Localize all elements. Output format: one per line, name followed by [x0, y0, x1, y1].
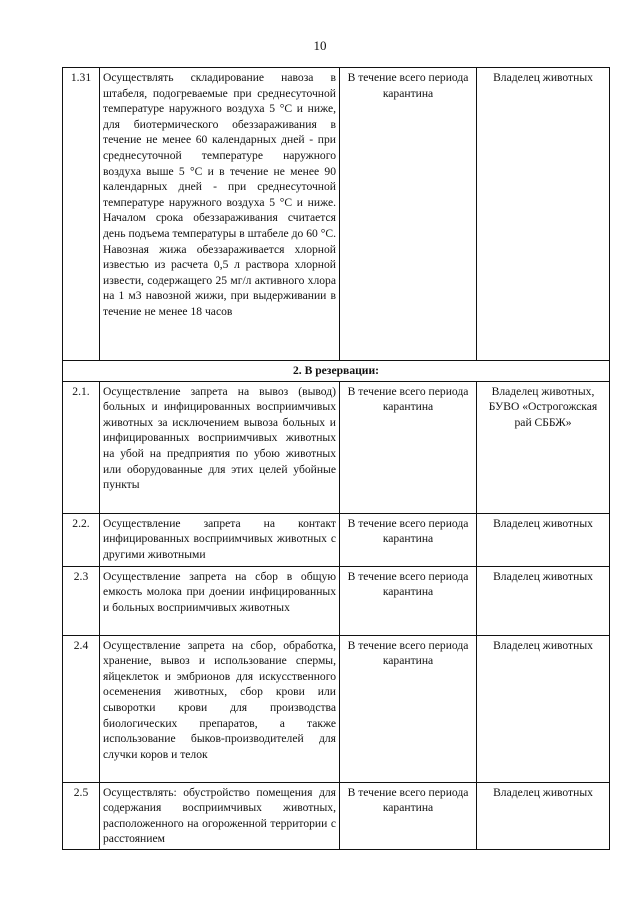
measure-responsible: Владелец животных — [477, 635, 610, 782]
measure-responsible: Владелец животных — [477, 566, 610, 635]
page-number: 10 — [313, 38, 327, 53]
measure-text: Осуществление запрета на сбор, обработка, хранение, вывоз и использование спермы, яйцеклеток и эмбрионов для искусственного осеменения животных, сбор крови или сыворотки крови для производства биологических препаратов, а также использование быков-производителей для случки коров и телок — [100, 635, 340, 782]
table-row — [63, 68, 610, 361]
table-row — [63, 782, 610, 849]
table-row — [63, 513, 610, 566]
row-number: 2.4 — [63, 635, 100, 782]
measure-term: В течение всего периода карантина — [340, 566, 477, 635]
section-title: 2. В резервации: — [63, 361, 610, 382]
measure-responsible: Владелец животных — [477, 513, 610, 566]
measure-responsible: Владелец животных, БУВО «Острогожская рай СББЖ» — [477, 381, 610, 513]
row-number: 2.2. — [63, 513, 100, 566]
row-number: 2.5 — [63, 782, 100, 849]
measure-text: Осуществлять складирование навоза в штабеля, подогреваемые при среднесуточной температуре наружного воздуха 5 °С и ниже, для биотермического обеззараживания в течение не менее 60 календарных дней - при среднесуточной температуре наружного воздуха выше 5 °С и в течение не менее 90 календарных дней - при среднесуточной температуре наружного воздуха 5 °С и ниже. Началом срока обеззараживания считается день подъема температуры в штабеле до 60 °С. Навозная жижа обеззараживается хлорной известью из расчета 0,5 л раствора хлорной извести, содержащего 25 мг/л активного хлора на 1 м3 навозной жижи, при выдерживании в течение не менее 18 часов — [100, 68, 340, 361]
measure-responsible: Владелец животных — [477, 782, 610, 849]
measure-term: В течение всего периода карантина — [340, 68, 477, 361]
measure-text: Осуществление запрета на контакт инфицированных восприимчивых животных с другими животными — [100, 513, 340, 566]
measures-table — [62, 67, 610, 850]
measure-term: В течение всего периода карантина — [340, 782, 477, 849]
measure-term: В течение всего периода карантина — [340, 513, 477, 566]
table-row — [63, 381, 610, 513]
measure-responsible: Владелец животных — [477, 68, 610, 361]
table-row — [63, 566, 610, 635]
measure-term: В течение всего периода карантина — [340, 635, 477, 782]
row-number: 2.3 — [63, 566, 100, 635]
row-number: 1.31 — [63, 68, 100, 361]
row-number: 2.1. — [63, 381, 100, 513]
measure-text: Осуществление запрета на вывоз (вывод) больных и инфицированных восприимчивых животных за исключением вывоза больных и инфицированных восприимчивых животных на убой на предприятия по убою животных или оборудованные для этих целей убойные пункты — [100, 381, 340, 513]
measure-text: Осуществлять: обустройство помещения для содержания восприимчивых животных, расположенного на огороженной территории с расстоянием — [100, 782, 340, 849]
measure-term: В течение всего периода карантина — [340, 381, 477, 513]
measure-text: Осуществление запрета на сбор в общую емкость молока при доении инфицированных и больных восприимчивых животных — [100, 566, 340, 635]
section-row — [63, 361, 610, 382]
table-row — [63, 635, 610, 782]
